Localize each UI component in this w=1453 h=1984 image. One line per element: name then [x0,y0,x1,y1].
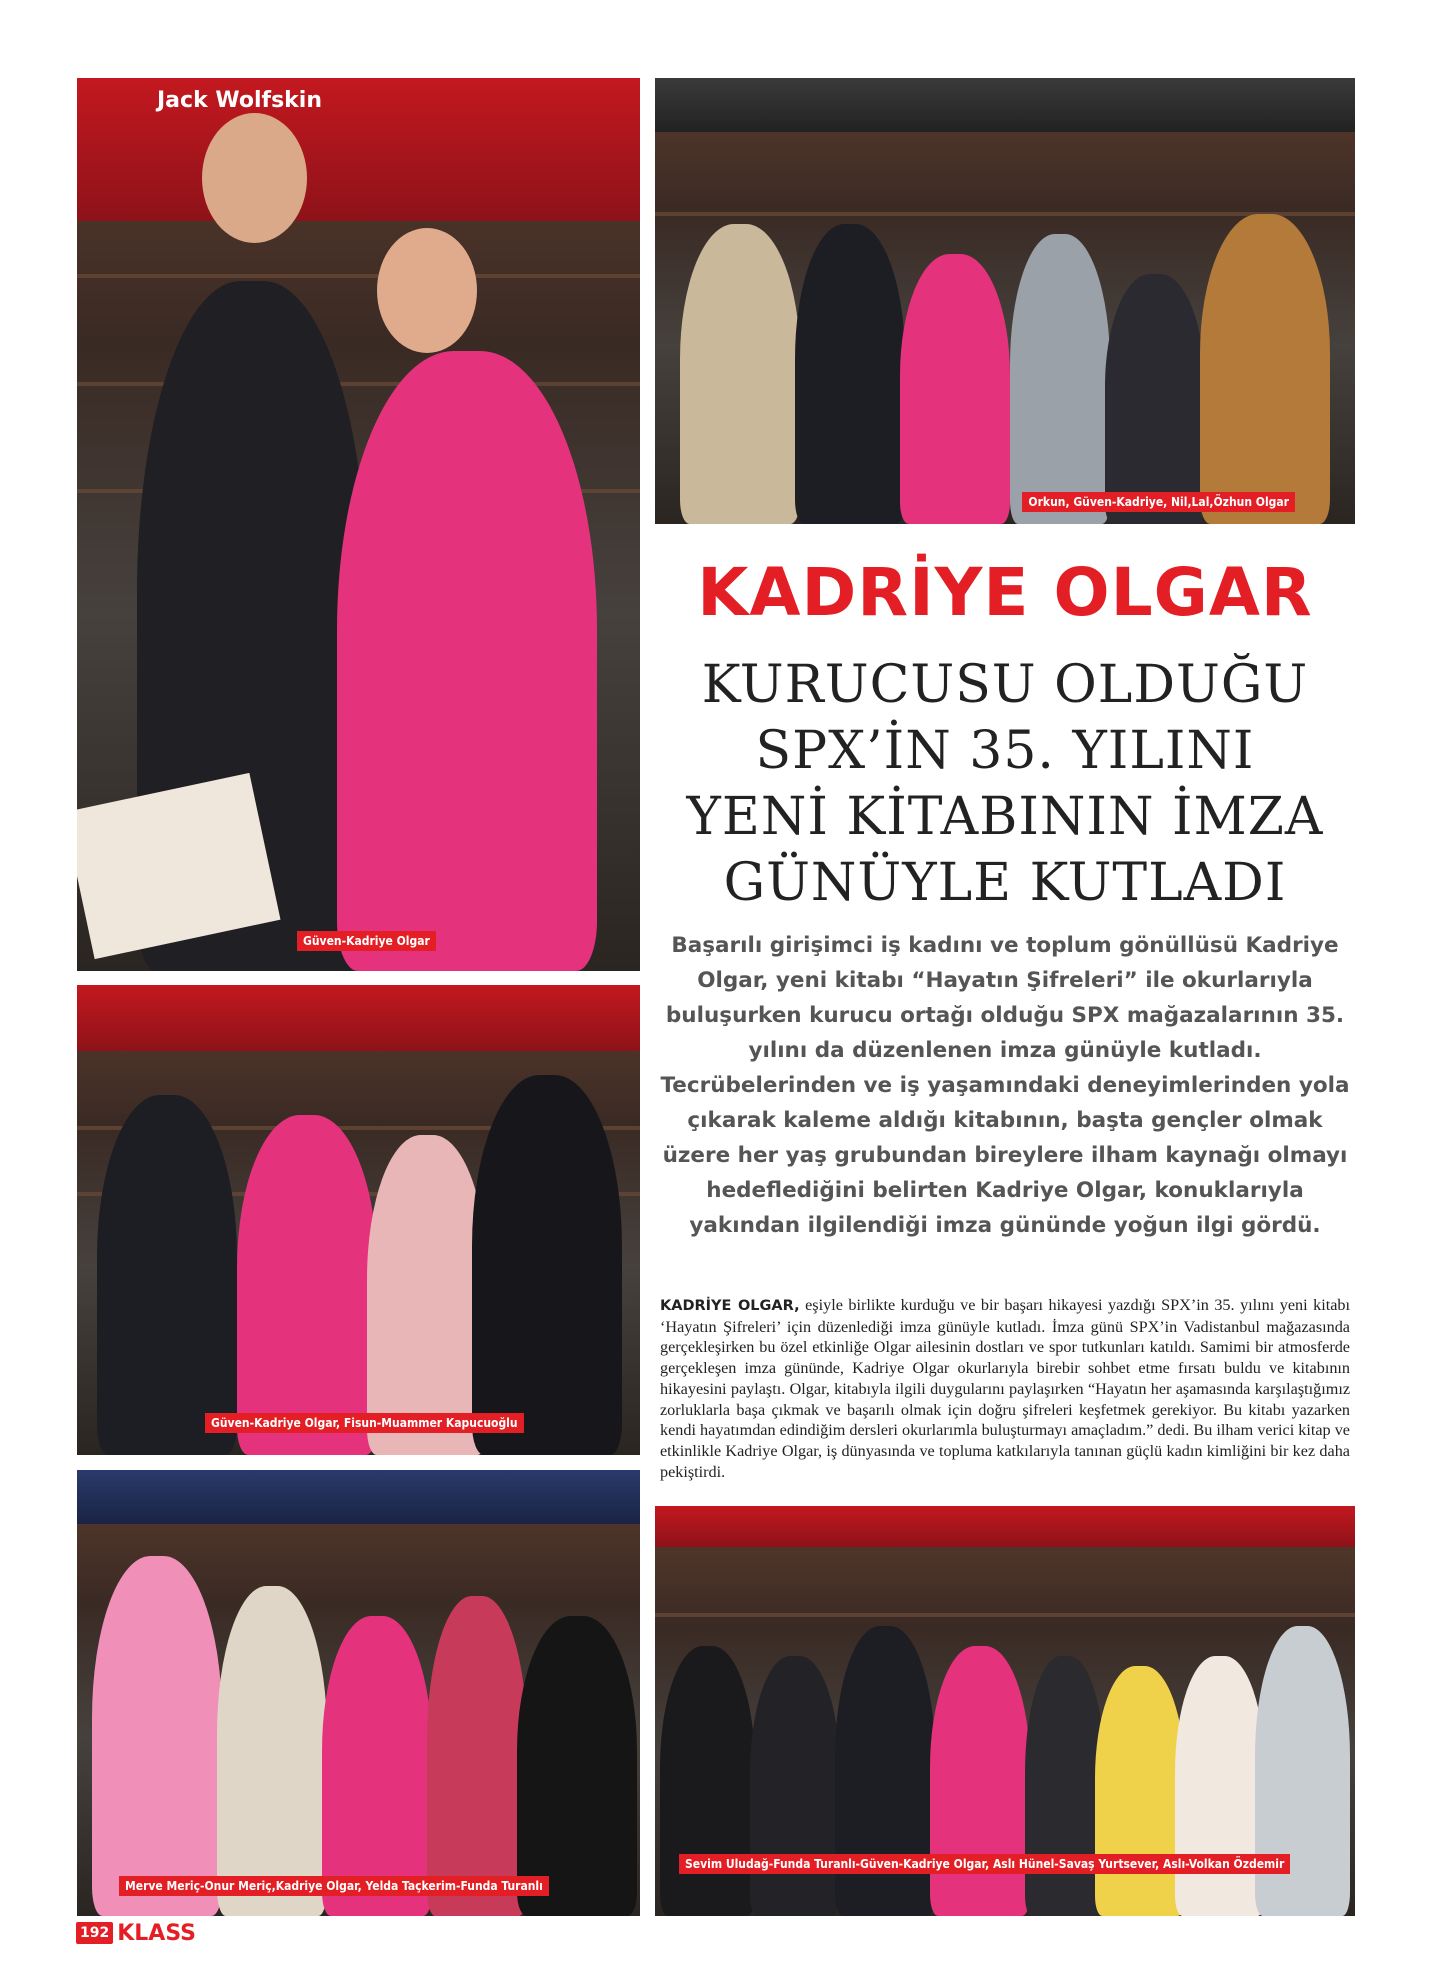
photo-guven-kadriye-olgar [77,78,640,971]
person [680,224,800,524]
person [930,1646,1030,1916]
person [92,1556,222,1916]
article-lead: Başarılı girişimci iş kadını ve toplum gönüllüsü Kadriye Olgar, yeni kitabı “Hayatın Şifreleri” ile okurlarıyla buluşurken kurucu ortağı olduğu SPX mağazalarının 35. yılını da düzenlenen imza günüyle kutladı. Tecrübelerinden ve iş yaşamındaki deneyimlerinden yola çıkarak kaleme aldığı kitabının, başta gençler olmak üzere her yaş grubundan bireylere ilham kaynağı olmayı hedeflediğini belirten Kadriye Olgar, konuklarıyla yakından ilgilendiği imza gününde yoğun ilgi gördü. [660,933,1350,1238]
person [367,1135,487,1455]
photo-olgar-kapucuoglu [77,985,640,1455]
photo-caption: Güven-Kadriye Olgar, Fisun-Muammer Kapucuoğlu [205,1413,524,1433]
person [900,254,1010,524]
photo-meric-group [77,1470,640,1916]
person [517,1616,637,1916]
photo-caption: Güven-Kadriye Olgar [297,931,436,951]
person [1095,1666,1185,1916]
person [1105,274,1205,524]
shelf [77,274,640,278]
page-number: 192 [76,1922,113,1944]
person [237,1115,377,1455]
store-sign-text: Jack Wolfskin [157,88,322,113]
person [322,1616,432,1916]
person [795,224,905,524]
person [427,1596,527,1916]
person [1025,1656,1105,1916]
person [472,1075,622,1455]
photo-caption: Merve Meriç-Onur Meriç,Kadriye Olgar, Yelda Taçkerim-Funda Turanlı [119,1876,549,1896]
store-sign-band [655,78,1355,132]
body-text: eşiyle birlikte kurduğu ve bir başarı hikayesi yazdığı SPX’in 35. yılını yeni kitabı ‘Hayatın Şifreleri’ için düzenlediği imza günüyle kutladı. İmza günü SPX’in Vadistanbul mağazasında gerçekleşirken bu özel etkinliğe Olgar ailesinin dostları ve spor tutkunları katıldı. Samimi bir atmosferde gerçekleşen imza gününde, Kadriye Olgar okurlarıyla birebir sohbet etme fırsatı buldu ve kitabının hikayesini paylaştı. Olgar, kitabıyla ilgili duygularını paylaşırken “Hayatın her aşamasında karşılaştığımız zorluklarla başa çıkmak ve başarılı olmak için doğru şifreleri keşfetmek gerekiyor. Bu kitabı yazarken kendi hayatımdan edindiğim dersleri okurlarımla buluşturmayı amaçladım.” dedi. Bu ilham verici kitap ve etkinlikle Kadriye Olgar, iş dünyasında ve topluma katkılarıyla tanınan güçlü kadın kimliğini bir kez daha pekiştirdi. [660,1296,1350,1481]
person [1175,1656,1265,1916]
photo-large-group [655,1506,1355,1916]
store-sign-band [77,985,640,1051]
man-head [202,113,307,243]
shelf [655,1613,1355,1617]
person [750,1656,840,1916]
shelf [77,382,640,386]
photo-caption: Orkun, Güven-Kadriye, Nil,Lal,Özhun Olgar [1022,492,1295,512]
person [1200,214,1330,524]
photo-caption: Sevim Uludağ-Funda Turanlı-Güven-Kadriye Olgar, Aslı Hünel-Savaş Yurtsever, Aslı-Volkan Özdemir [679,1854,1290,1874]
person [1010,234,1110,524]
woman-head [377,228,477,353]
person [97,1095,237,1455]
store-sign-band [77,1470,640,1524]
person [660,1646,755,1916]
woman-pink-dress [337,351,597,971]
store-sign-band [655,1506,1355,1547]
article-body [660,1295,1350,1482]
body-lead-in: KADRİYE OLGAR, [660,1298,800,1314]
photo-family-group [655,78,1355,524]
article-headline: KADRİYE OLGAR [697,554,1313,631]
magazine-brand: KLASS [117,1920,197,1946]
page-footer [76,1920,196,1946]
article-subhead: KURUCUSU OLDUĞU SPX’İN 35. YILINI YENİ KİTABININ İMZA GÜNÜYLE KUTLADI [686,655,1324,913]
person [217,1586,327,1916]
